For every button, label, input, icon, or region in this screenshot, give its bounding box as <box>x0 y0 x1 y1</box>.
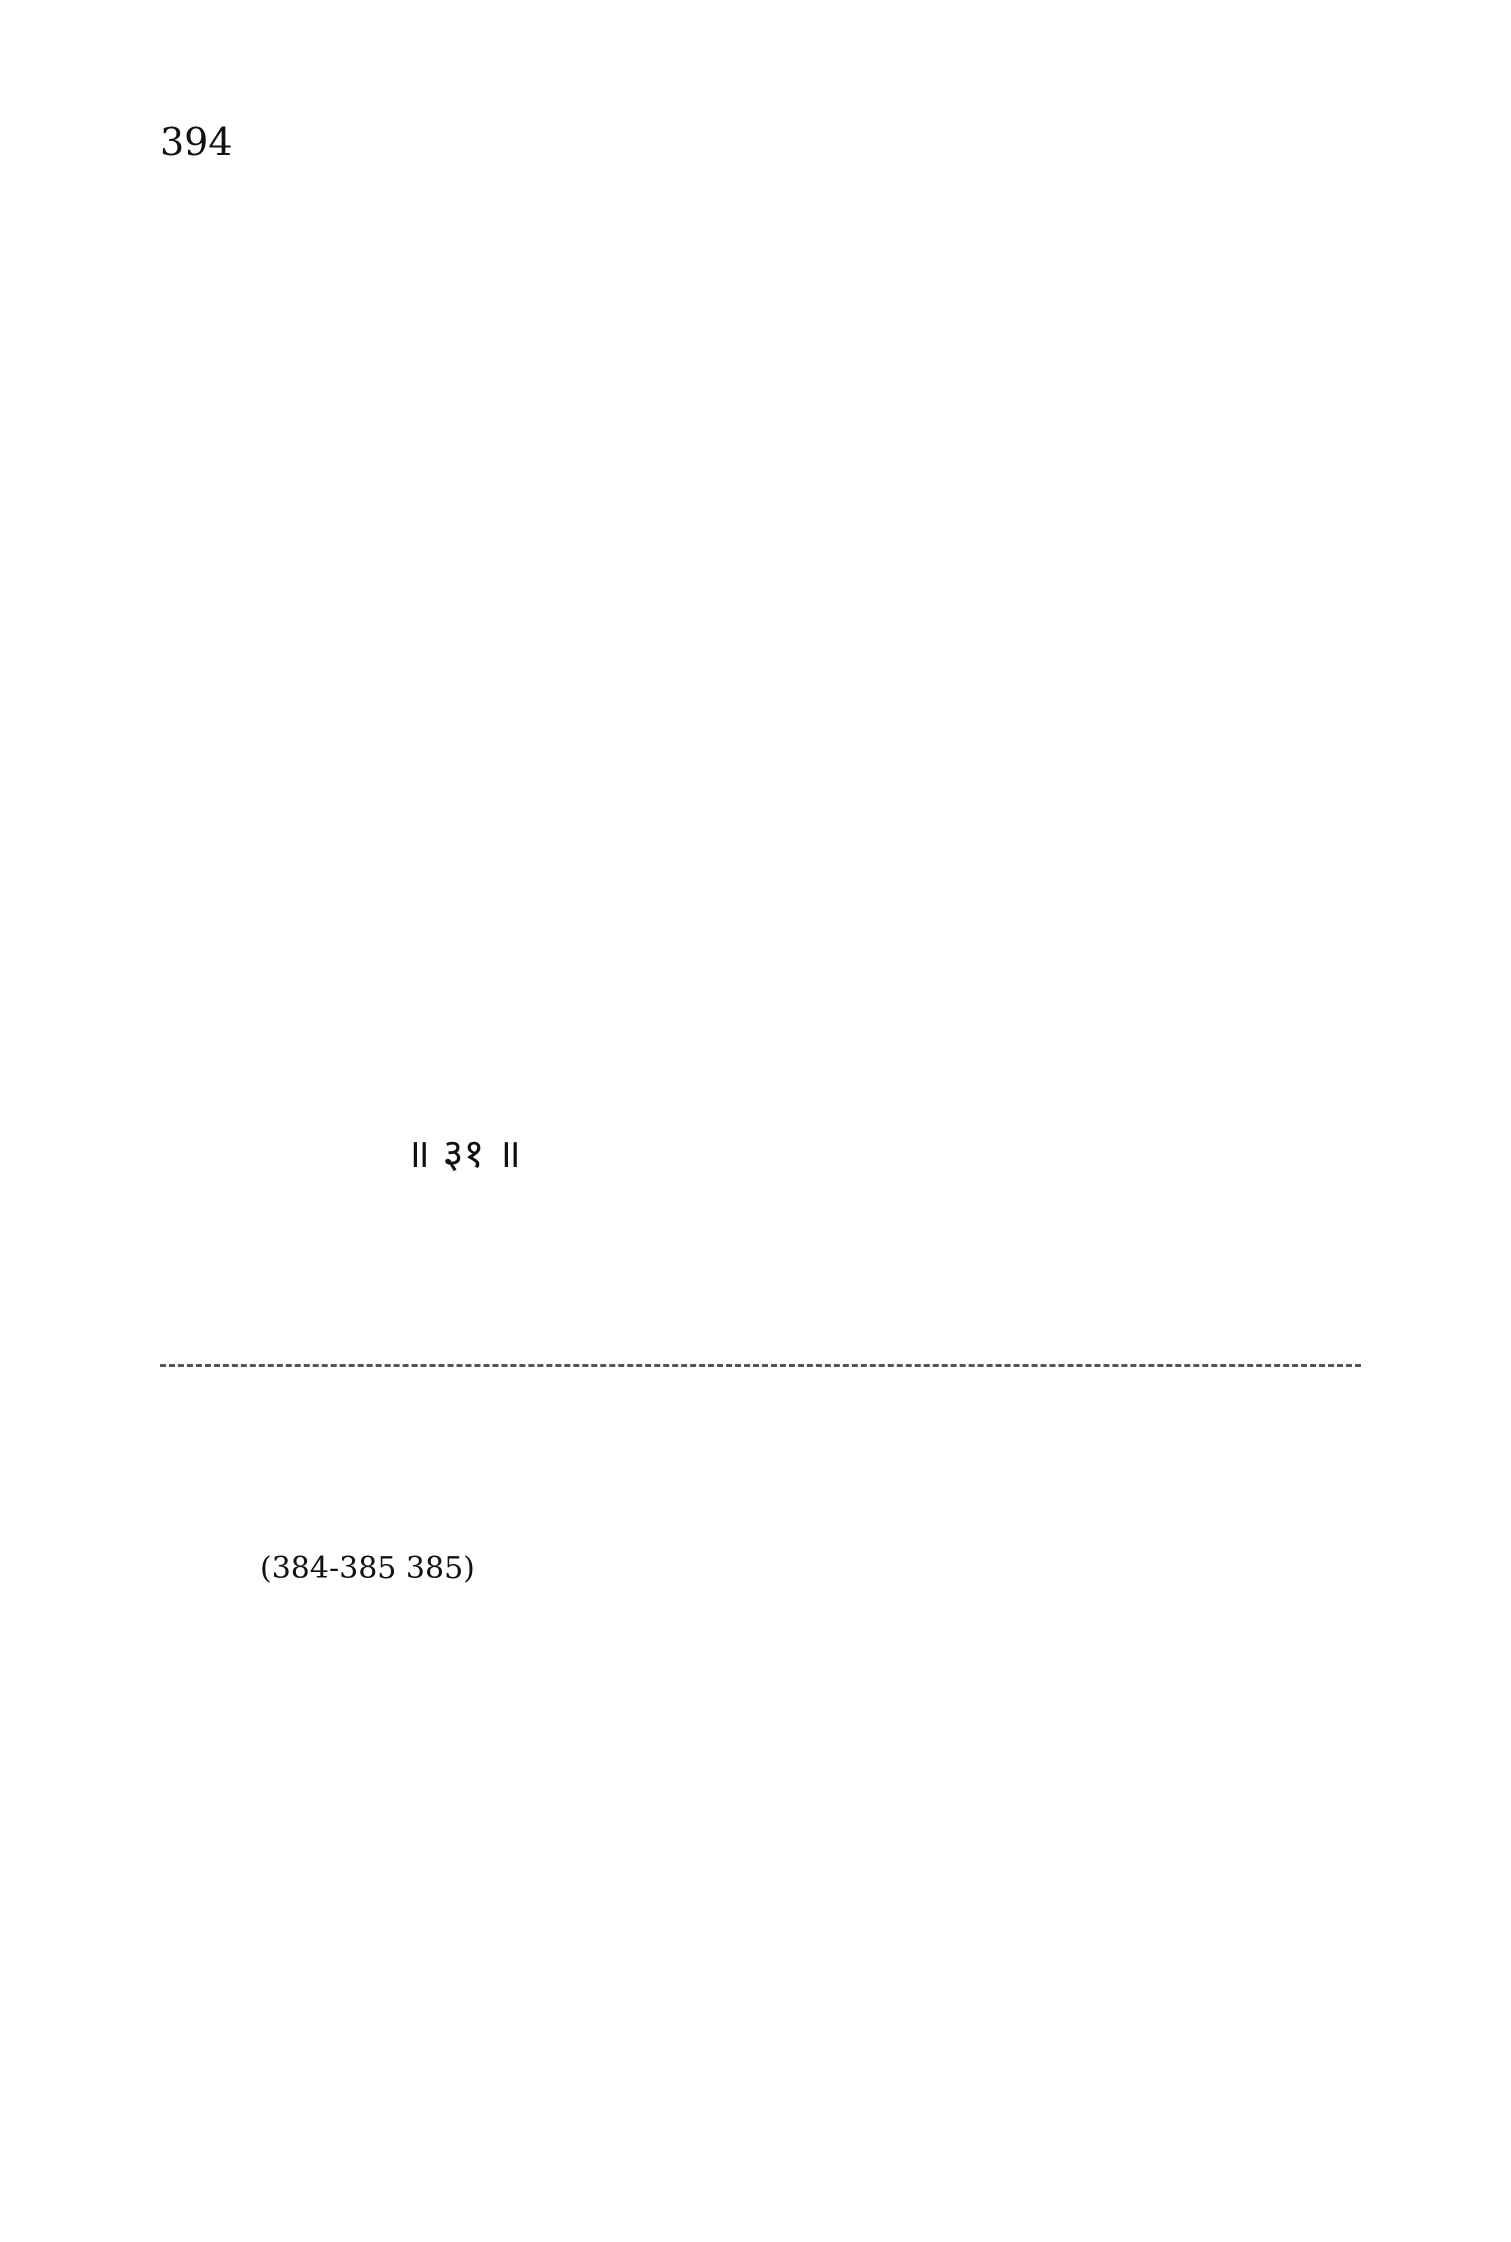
note-paragraph-4 <box>160 1809 1361 1921</box>
page-number: 394 <box>160 120 233 164</box>
note2-page-ref-2: 385) <box>405 1551 475 1586</box>
note-paragraph-2 <box>160 1541 1361 1653</box>
section-heading-1 <box>160 442 1361 482</box>
opening-paragraph <box>160 210 1361 402</box>
verse-line-6 <box>390 1250 1361 1314</box>
verse-line-4-wrap <box>390 1122 1361 1186</box>
note-paragraph-1 <box>160 1407 1361 1519</box>
verse-line-3 <box>280 1058 1361 1122</box>
paragraph-2 <box>160 506 1361 826</box>
verse-line-5 <box>280 1186 1361 1250</box>
note-paragraph-3 <box>160 1675 1361 1787</box>
verse-line-2 <box>390 994 1361 1058</box>
footnote-divider <box>160 1364 1361 1367</box>
page-header <box>160 120 1361 170</box>
section-heading-2 <box>160 866 1361 906</box>
verse-line-1 <box>280 930 1361 994</box>
note2-page-ref: (384-385 <box>260 1551 397 1586</box>
verse-number: ॥ ३१ ॥ <box>406 1131 521 1177</box>
commentary-notes <box>160 1407 1361 1921</box>
verse-block <box>280 930 1361 1314</box>
